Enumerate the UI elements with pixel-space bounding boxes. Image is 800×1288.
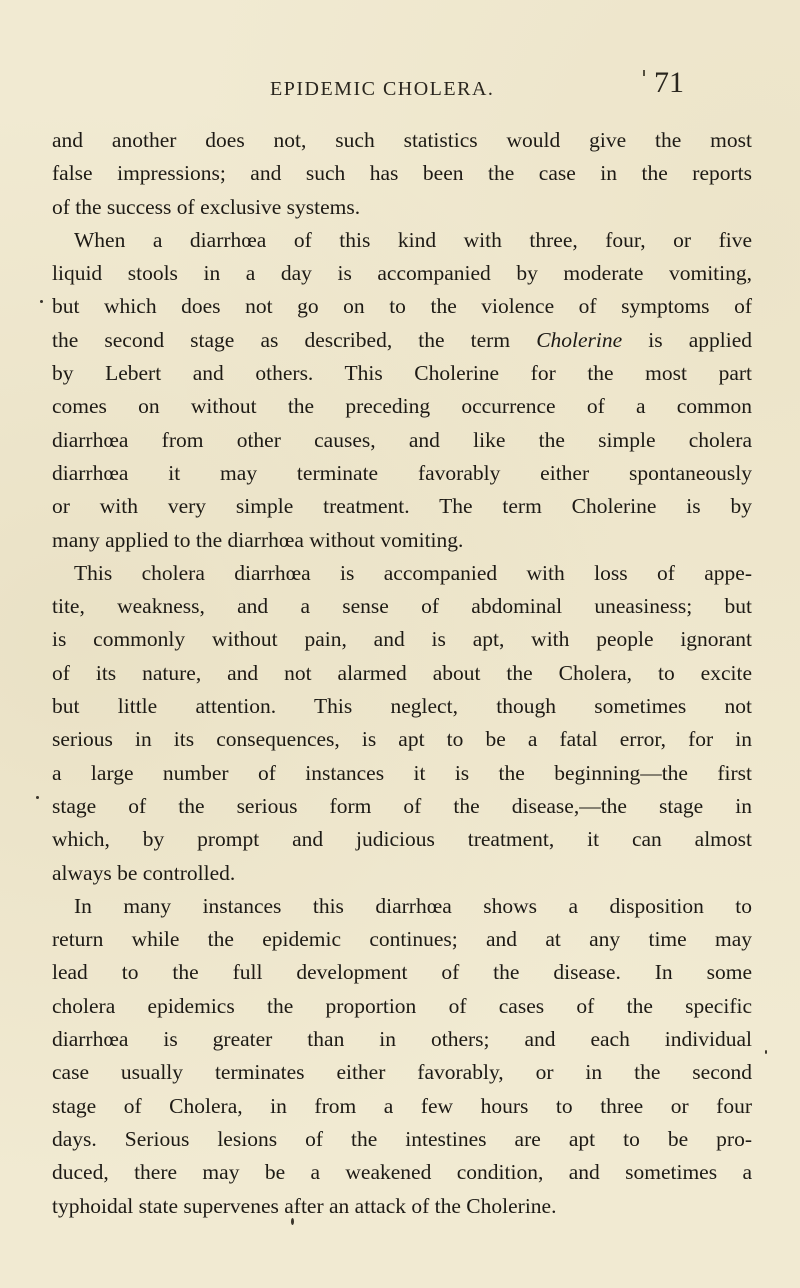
print-speck [765,1050,767,1054]
text-line: false impressions; and such has been the case in the reports [52,161,752,186]
text-line: which, by prompt and judicious treatment, it can almost [52,827,752,852]
italic-term: Cholerine [536,327,623,352]
print-speck [36,796,39,799]
text-line: but which does not go on to the violence of symptoms of [52,294,752,319]
text-line: a large number of instances it is the beginning—the first [52,760,752,785]
print-speck [40,300,43,303]
text-line: tite, weakness, and a sense of abdominal uneasiness; but [52,594,752,619]
text-line: duced, there may be a weakened condition, and sometimes a [52,1160,752,1185]
text-line: In many instances this diarrhœa shows a disposition to [74,893,752,918]
text-line: serious in its consequences, is apt to be a fatal error, for in [52,727,752,752]
running-title: EPIDEMIC CHOLERA. [270,78,495,100]
text-line: When a diarrhœa of this kind with three, four, or five [74,227,752,252]
text-line: or with very simple treatment. The term Cholerine is by [52,494,752,519]
text-line: of the success of exclusive systems. [52,194,361,219]
page-number: 71 [654,66,684,99]
text-line: is commonly without pain, and is apt, with people ignorant [52,627,752,652]
text-line: diarrhœa from other causes, and like the simple cholera [52,427,752,452]
text-fragment: the second stage as described, the term [52,327,511,352]
text-line: return while the epidemic continues; and at any time may [52,927,752,952]
text-line: many applied to the diarrhœa without vomiting. [52,527,464,552]
print-mark [643,70,645,76]
text-line: but little attention. This neglect, though sometimes not [52,694,752,719]
text-line: This cholera diarrhœa is accompanied with loss of appe- [74,560,752,585]
text-line: days. Serious lesions of the intestines are apt to be pro- [52,1126,752,1151]
text-fragment: is applied [648,327,753,352]
text-line: of its nature, and not alarmed about the Cholera, to excite [52,660,752,685]
text-line: stage of Cholera, in from a few hours to three or four [52,1093,752,1118]
text-line: by Lebert and others. This Cholerine for the most part [52,361,752,386]
text-line: comes on without the preceding occurrence of a common [52,394,752,419]
text-line: stage of the serious form of the disease,—the stage in [52,793,752,818]
text-line-with-italic [52,324,752,357]
text-line: case usually terminates either favorably, or in the second [52,1060,752,1085]
running-head [0,66,800,106]
text-line: always be controlled. [52,860,236,885]
text-line: lead to the full development of the disease. In some [52,960,752,985]
text-line: diarrhœa is greater than in others; and each individual [52,1027,752,1052]
body-text [52,124,752,1223]
text-line: typhoidal state supervenes after an attack of the Cholerine. [52,1193,557,1218]
text-line: cholera epidemics the proportion of cases of the specific [52,993,752,1018]
text-line: liquid stools in a day is accompanied by moderate vomiting, [52,261,752,286]
text-line: diarrhœa it may terminate favorably either spontaneously [52,460,752,485]
print-speck [291,1218,294,1225]
text-line: and another does not, such statistics would give the most [52,128,752,152]
